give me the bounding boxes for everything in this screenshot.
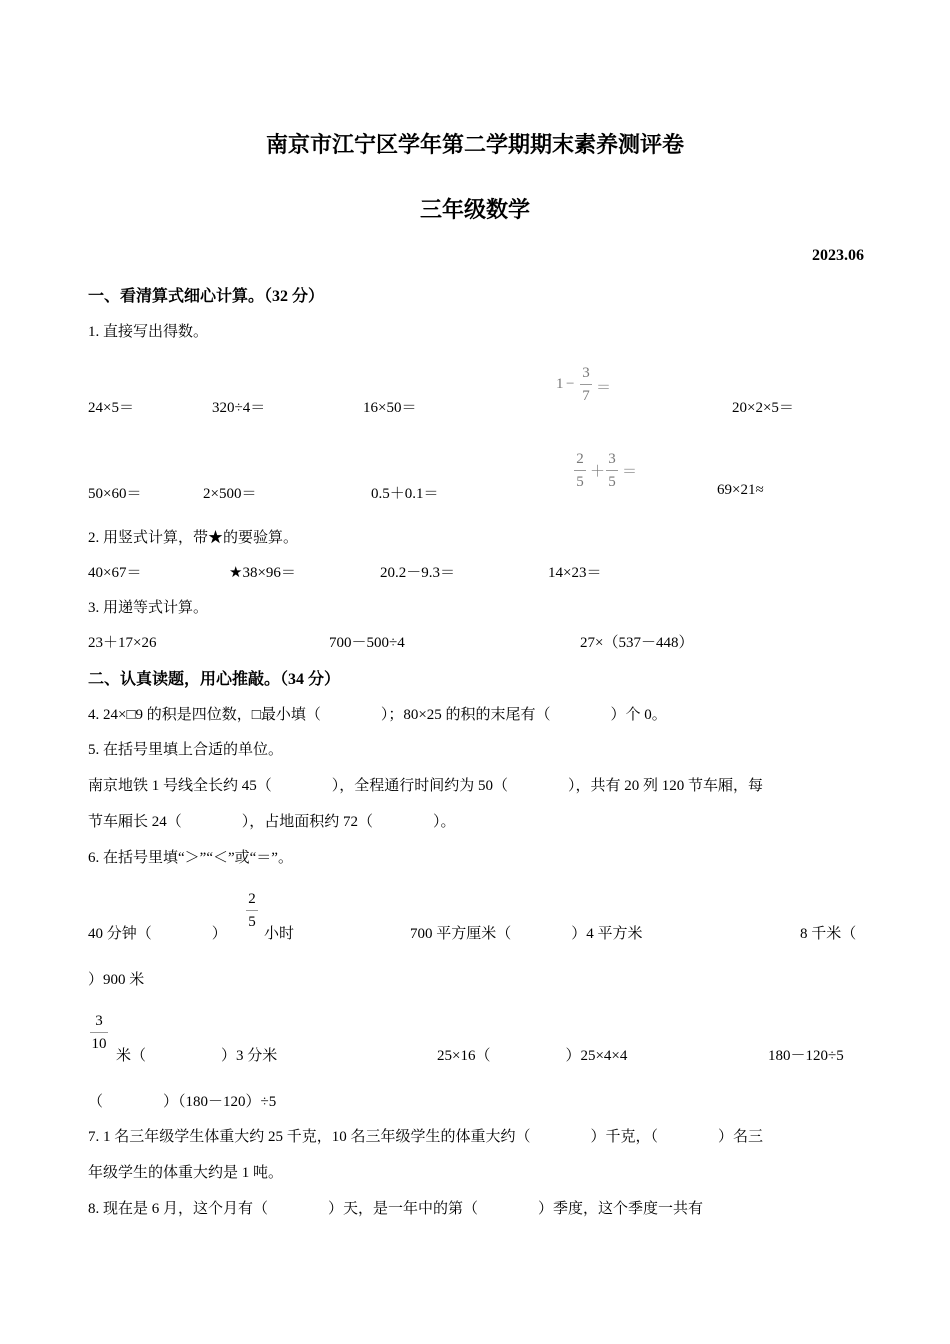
q6-f-start: 180－120÷5 (768, 1048, 844, 1064)
q4-text: 4. 24×□9 的积是四位数，□最小填（ ）；80×25 的积的末尾有（ ）个 0。 (88, 707, 667, 723)
q7-line2: 年级学生的体重大约是 1 吨。 (88, 1165, 284, 1181)
q6-d-right: 米（ ）3 分米 (116, 1048, 278, 1064)
q1-item: 50×60＝ (88, 486, 142, 502)
q1-fraction-expr-op: − (566, 376, 575, 392)
fraction-3-10: 3 10 (91, 1013, 107, 1052)
q7-line1: 7. 1 名三年级学生体重大约 25 千克，10 名三年级学生的体重大约（ ）千克，（ ）名三 (88, 1129, 764, 1145)
q3-item: 700－500÷4 (329, 635, 405, 651)
fraction-3-5: 3 5 (606, 450, 618, 491)
q1-item: 320÷4＝ (212, 400, 266, 416)
q1-item: 0.5＋0.1＝ (371, 486, 439, 502)
q3-label: 3. 用递等式计算。 (88, 600, 209, 616)
section-1-heading: 一、看清算式细心计算。（32 分） (88, 288, 325, 305)
q1-item: 69×21≈ (717, 482, 764, 498)
fraction-2-5: 2 5 (574, 450, 586, 491)
q6-a-left: 40 分钟（ ） (88, 926, 227, 942)
q6-label: 6. 在括号里填“＞”“＜”或“＝”。 (88, 850, 293, 866)
q2-item: 40×67＝ (88, 565, 142, 581)
q2-label: 2. 用竖式计算，带★的要验算。 (88, 530, 299, 546)
q2-item: 14×23＝ (548, 565, 602, 581)
equals-sign: ＝ (622, 464, 638, 480)
q1-fraction-expr-eq: ＝ (596, 380, 612, 396)
q8-line1: 8. 现在是 6 月，这个月有（ ）天，是一年中的第（ ）季度，这个季度一共有 (88, 1201, 704, 1217)
q3-item: 27×（537－448） (580, 635, 694, 651)
fraction-2-5-hour: 2 5 (246, 890, 258, 931)
q5-line2: 节车厢长 24（ ），占地面积约 72（ ）。 (88, 814, 456, 830)
q6-b: 700 平方厘米（ ）4 平方米 (410, 926, 643, 942)
q3-item: 23＋17×26 (88, 635, 157, 651)
q1-item: 20×2×5＝ (732, 400, 794, 416)
exam-subtitle: 三年级数学 (419, 197, 530, 222)
q6-f-end: （ ）（180－120）÷5 (88, 1094, 277, 1110)
q1-item: 24×5＝ (88, 400, 134, 416)
q2-item: 20.2－9.3＝ (380, 565, 456, 581)
q1-item: 2×500＝ (203, 486, 257, 502)
q1-label: 1. 直接写出得数。 (88, 324, 209, 340)
q1-item: 16×50＝ (363, 400, 417, 416)
q2-item-starred: ★38×96＝ (229, 565, 296, 581)
fraction-3-7: 3 7 (580, 364, 592, 405)
q5-label: 5. 在括号里填上合适的单位。 (88, 742, 284, 758)
plus-sign: ＋ (590, 464, 606, 480)
q6-c-start: 8 千米（ (800, 926, 857, 942)
q6-e: 25×16（ ）25×4×4 (437, 1048, 628, 1064)
section-2-heading: 二、认真读题，用心推敲。（34 分） (88, 671, 341, 688)
exam-date: 2023.06 (812, 247, 864, 264)
q6-a-right: 小时 (264, 926, 295, 942)
q6-c-end: ）900 米 (88, 972, 145, 988)
q1-fraction-expr-whole: 1 (556, 376, 564, 392)
q5-line1: 南京地铁 1 号线全长约 45（ ），全程通行时间约为 50（ ），共有 20 列 120 节车厢，每 (88, 778, 764, 794)
exam-title: 南京市江宁区学年第二学期期末素养测评卷 (265, 132, 684, 157)
